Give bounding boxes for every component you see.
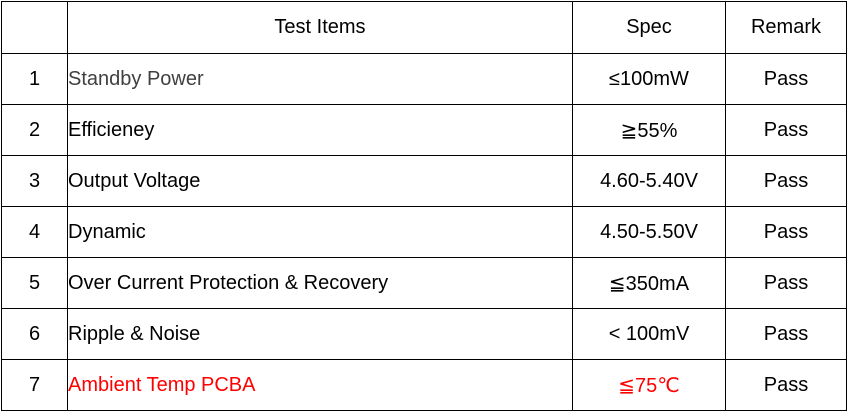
- remark-value: Pass: [726, 156, 847, 207]
- test-item: Ambient Temp PCBA: [68, 360, 573, 411]
- spec-value: ≤100mW: [573, 54, 726, 105]
- spec-value: ≦75℃: [573, 360, 726, 411]
- table-row: [2, 258, 847, 309]
- header-test-items: Test Items: [68, 2, 573, 54]
- table-row: [2, 156, 847, 207]
- header-row: [2, 2, 847, 54]
- table-row: [2, 309, 847, 360]
- remark-value: Pass: [726, 258, 847, 309]
- test-results-table: [1, 1, 847, 411]
- table-row: [2, 105, 847, 156]
- remark-value: Pass: [726, 54, 847, 105]
- test-item: Ripple & Noise: [68, 309, 573, 360]
- header-remark: Remark: [726, 2, 847, 54]
- row-number: 4: [2, 207, 68, 258]
- row-number: 7: [2, 360, 68, 411]
- row-number: 1: [2, 54, 68, 105]
- remark-value: Pass: [726, 360, 847, 411]
- spec-value: 4.60-5.40V: [573, 156, 726, 207]
- spec-value: ≧55%: [573, 105, 726, 156]
- remark-value: Pass: [726, 309, 847, 360]
- test-item: Standby Power: [68, 54, 573, 105]
- table-row: [2, 54, 847, 105]
- test-item: Output Voltage: [68, 156, 573, 207]
- header-spec: Spec: [573, 2, 726, 54]
- spec-value: < 100mV: [573, 309, 726, 360]
- spec-value: ≦350mA: [573, 258, 726, 309]
- table-header: [2, 2, 847, 54]
- table-row: [2, 360, 847, 411]
- remark-value: Pass: [726, 105, 847, 156]
- test-item: Dynamic: [68, 207, 573, 258]
- spec-value: 4.50-5.50V: [573, 207, 726, 258]
- row-number: 2: [2, 105, 68, 156]
- row-number: 3: [2, 156, 68, 207]
- remark-value: Pass: [726, 207, 847, 258]
- row-number: 5: [2, 258, 68, 309]
- table-row: [2, 207, 847, 258]
- test-item: Efficieney: [68, 105, 573, 156]
- test-item: Over Current Protection & Recovery: [68, 258, 573, 309]
- table-body: [2, 54, 847, 411]
- header-no: [2, 2, 68, 54]
- row-number: 6: [2, 309, 68, 360]
